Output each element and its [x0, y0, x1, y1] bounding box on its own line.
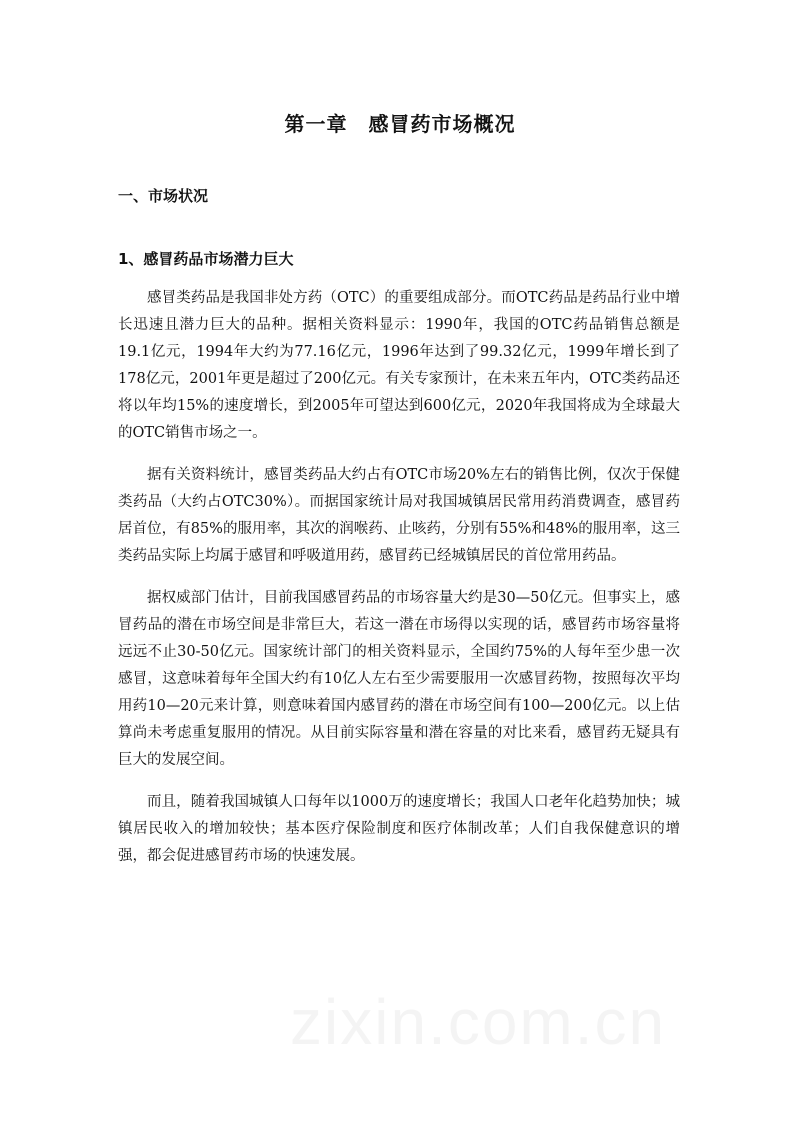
- section-heading: 一、市场状况: [118, 187, 209, 205]
- watermark: zixin.com.cn: [290, 986, 667, 1058]
- paragraph: 感冒类药品是我国非处方药（OTC）的重要组成部分。而OTC药品是药品行业中增长迅速且潜力巨大的品种。据相关资料显示：1990年，我国的OTC药品销售总额是19.1亿元，1994年大约为77.16亿元，1996年达到了99.32亿元，1999年增长到了178亿元，2001年更是超过了200亿元。有关专家预计，在未来五年内，OTC类药品还将以年均15%的速度增长，到2005年可望达到600亿元，2020年我国将成为全球最大的OTC销售市场之一。: [118, 290, 680, 441]
- paragraph: 据有关资料统计，感冒类药品大约占有OTC市场20%左右的销售比例，仅次于保健类药品（大约占OTC30%）。而据国家统计局对我国城镇居民常用药消费调查，感冒药居首位，有85%的服用率，其次的润喉药、止咳药，分别有55%和48%的服用率，这三类药品实际上均属于感冒和呼吸道用药，感冒药已经城镇居民的首位常用药品。: [118, 467, 680, 564]
- body-text: [118, 285, 680, 885]
- paragraph: 而且，随着我国城镇人口每年以1000万的速度增长；我国人口老年化趋势加快；城镇居民收入的增加较快；基本医疗保险制度和医疗体制改革；人们自我保健意识的增强，都会促进感冒药市场的快速发展。: [118, 794, 680, 864]
- sub-heading: 1、感冒药品市场潜力巨大: [118, 250, 294, 268]
- paragraph: 据权威部门估计，目前我国感冒药品的市场容量大约是30—50亿元。但事实上，感冒药品的潜在市场空间是非常巨大，若这一潜在市场得以实现的话，感冒药市场容量将远远不止30-50亿元。国家统计部门的相关资料显示，全国约75%的人每年至少患一次感冒，这意味着每年全国大约有10亿人左右至少需要服用一次感冒药物，按照每次平均用药10—20元来计算，则意味着国内感冒药的潜在市场空间有100—200亿元。以上估算尚未考虑重复服用的情况。从目前实际容量和潜在容量的对比来看，感冒药无疑具有巨大的发展空间。: [118, 590, 680, 768]
- chapter-title: 第一章 感冒药市场概况: [284, 112, 516, 136]
